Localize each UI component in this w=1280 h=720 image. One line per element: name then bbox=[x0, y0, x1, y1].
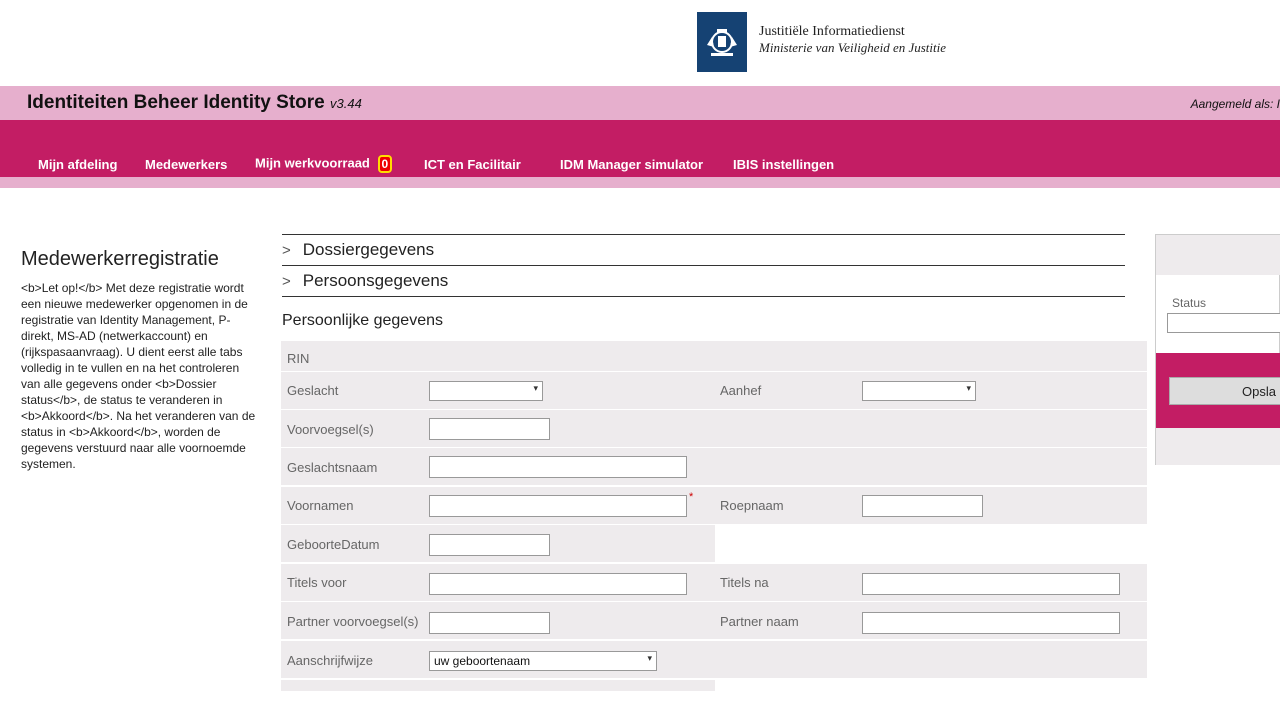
form-row-geslachtsnaam bbox=[281, 448, 1147, 486]
voorvoegsels-input[interactable] bbox=[429, 418, 550, 440]
status-panel bbox=[1155, 234, 1280, 465]
geslacht-select[interactable] bbox=[429, 381, 543, 401]
status-label: Status bbox=[1172, 296, 1207, 310]
geslacht-label: Geslacht bbox=[287, 383, 339, 398]
section-persoonsgegevens[interactable] bbox=[282, 265, 1125, 297]
rin-label: RIN bbox=[287, 351, 310, 366]
section-dossiergegevens-label: Dossiergegevens bbox=[302, 240, 435, 259]
nav-mijn-werkvoorraad-label: Mijn werkvoorraad bbox=[255, 155, 370, 171]
form-row-voorvoegsels bbox=[281, 410, 1147, 448]
roepnaam-input[interactable] bbox=[862, 495, 983, 517]
form-row-geboortedatum bbox=[281, 525, 715, 563]
partner-naam-input[interactable] bbox=[862, 612, 1120, 634]
nav-ict-facilitair[interactable]: ICT en Facilitair bbox=[424, 157, 521, 172]
voornamen-label: Voornamen bbox=[287, 498, 354, 513]
form-row-spacer bbox=[281, 680, 715, 692]
voorvoegsels-label: Voorvoegsel(s) bbox=[287, 422, 374, 437]
titels-voor-input[interactable] bbox=[429, 573, 687, 595]
nav-mijn-werkvoorraad[interactable] bbox=[255, 155, 392, 173]
partner-naam-label: Partner naam bbox=[720, 614, 799, 629]
nav-strip bbox=[0, 177, 1280, 188]
aanschrijfwijze-select[interactable] bbox=[429, 651, 657, 671]
required-asterisk: * bbox=[689, 491, 694, 503]
aanhef-select[interactable] bbox=[862, 381, 976, 401]
coat-of-arms-icon bbox=[697, 12, 747, 72]
page-title: Medewerkerregistratie bbox=[21, 248, 219, 270]
app-title-text: Identiteiten Beheer Identity Store bbox=[27, 92, 325, 113]
voornamen-input[interactable] bbox=[429, 495, 687, 517]
geboortedatum-label: GeboorteDatum bbox=[287, 537, 380, 552]
chevron-right-icon: > bbox=[282, 241, 291, 259]
title-bar bbox=[0, 86, 1280, 120]
header-logo bbox=[697, 12, 946, 72]
geslachtsnaam-input[interactable] bbox=[429, 456, 687, 478]
app-version: v3.44 bbox=[330, 96, 362, 111]
form-row-geslacht bbox=[281, 372, 1147, 410]
dropdown-arrow-icon: ▾ bbox=[533, 383, 538, 393]
status-panel-footer bbox=[1156, 428, 1280, 465]
nav-ibis-instellingen[interactable]: IBIS instellingen bbox=[733, 157, 835, 172]
form-row-voornamen bbox=[281, 487, 1147, 525]
partner-voorvoegsels-label: Partner voorvoegsel(s) bbox=[287, 614, 419, 629]
aanschrijfwijze-label: Aanschrijfwijze bbox=[287, 653, 373, 668]
logo-line-1: Justitiële Informatiedienst bbox=[759, 24, 905, 39]
nav-mijn-afdeling[interactable]: Mijn afdeling bbox=[38, 157, 118, 172]
form-row-titels bbox=[281, 564, 1147, 602]
save-button[interactable]: Opsla bbox=[1169, 377, 1280, 405]
aanhef-label: Aanhef bbox=[720, 383, 762, 398]
form-row-rin bbox=[281, 341, 1147, 372]
subsection-title: Persoonlijke gegevens bbox=[282, 312, 443, 329]
page-description: <b>Let op!</b> Met deze registratie wordt een nieuwe medewerker opgenomen in de registratie van Identity Management, P-direkt, MS-AD (netwerkaccount) en (rijkspasaanvraag). U dient eerst alle tabs volledig in te vullen en na het controleren van alle gegevens onder <b>Dossier status</b>, de status te veranderen in <b>Akkoord</b>. Na het veranderen van de status in <b>Akkoord</b>, worden de gegevens verstuurd naar alle voornoemde systemen. bbox=[21, 281, 256, 471]
section-persoonsgegevens-label: Persoonsgegevens bbox=[302, 271, 449, 290]
form-row-aanschrijfwijze bbox=[281, 641, 1147, 679]
section-dossiergegevens[interactable] bbox=[282, 234, 1125, 265]
geslachtsnaam-label: Geslachtsnaam bbox=[287, 460, 378, 475]
status-input[interactable] bbox=[1167, 313, 1280, 333]
titels-na-input[interactable] bbox=[862, 573, 1120, 595]
app-title bbox=[27, 92, 362, 114]
form-row-partner bbox=[281, 602, 1147, 640]
partner-voorvoegsels-input[interactable] bbox=[429, 612, 550, 634]
chevron-right-icon: > bbox=[282, 272, 291, 290]
werkvoorraad-count-badge: 0 bbox=[378, 155, 393, 173]
titels-voor-label: Titels voor bbox=[287, 575, 347, 590]
nav-idm-manager-simulator[interactable]: IDM Manager simulator bbox=[560, 157, 704, 172]
aanschrijfwijze-select-value: uw geboortenaam bbox=[434, 654, 531, 668]
status-panel-header bbox=[1156, 235, 1280, 275]
titels-na-label: Titels na bbox=[720, 575, 769, 590]
logo-line-2: Ministerie van Veiligheid en Justitie bbox=[759, 40, 947, 55]
nav-medewerkers[interactable]: Medewerkers bbox=[145, 157, 228, 172]
geboortedatum-input[interactable] bbox=[429, 534, 550, 556]
dropdown-arrow-icon: ▾ bbox=[966, 383, 971, 393]
roepnaam-label: Roepnaam bbox=[720, 498, 784, 513]
login-status: Aangemeld als: I bbox=[1190, 97, 1280, 111]
dropdown-arrow-icon: ▾ bbox=[647, 653, 652, 663]
